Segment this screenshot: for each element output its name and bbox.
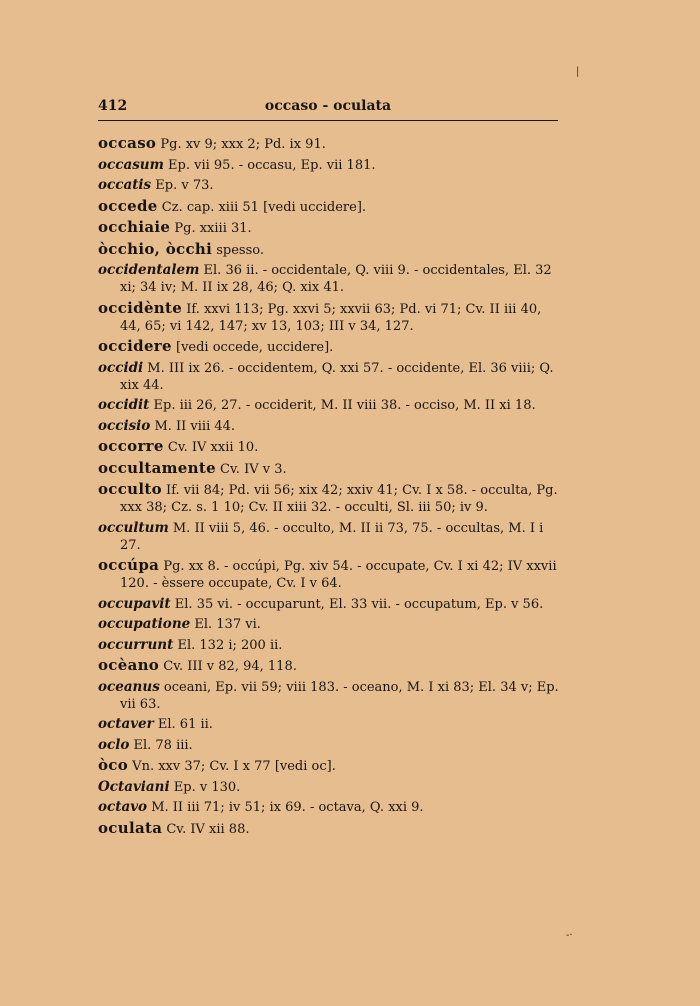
entry-headword: occidentalem bbox=[98, 262, 200, 278]
entry-headword: Octaviani bbox=[98, 778, 170, 795]
dictionary-entry bbox=[98, 737, 560, 754]
dictionary-entry bbox=[98, 616, 560, 633]
entry-references: Ep. vii 95. - occasu, Ep. vii 181. bbox=[163, 157, 376, 173]
entry-headword: octavo bbox=[98, 799, 148, 815]
page-header bbox=[98, 98, 558, 118]
entry-list bbox=[98, 135, 560, 841]
dictionary-entry bbox=[98, 438, 560, 456]
entry-references: Ep. v 73. bbox=[151, 178, 214, 193]
entry-headword: occede bbox=[98, 196, 158, 215]
dictionary-entry bbox=[98, 820, 560, 838]
entry-headword: occultamente bbox=[98, 458, 216, 477]
dictionary-entry bbox=[98, 679, 560, 713]
entry-references: El. 35 vi. - occuparunt, El. 33 vii. - occupatum, Ep. v 56. bbox=[170, 596, 544, 612]
dictionary-entry bbox=[98, 338, 560, 356]
dictionary-entry bbox=[98, 657, 560, 675]
dictionary-entry bbox=[98, 779, 560, 796]
entry-references: Cz. cap. xiii 51 [vedi uccidere]. bbox=[157, 199, 367, 215]
entry-headword: occultum bbox=[98, 519, 169, 536]
entry-references: [vedi occede, uccidere]. bbox=[171, 340, 334, 355]
entry-headword: ocèano bbox=[98, 656, 160, 674]
entry-headword: occurrunt bbox=[98, 636, 174, 653]
entry-headword: occorre bbox=[98, 437, 164, 455]
entry-references: Pg. xxiii 31. bbox=[170, 221, 252, 236]
dictionary-entry bbox=[98, 219, 560, 237]
entry-references: Ep. v 130. bbox=[169, 779, 241, 795]
dictionary-entry bbox=[98, 177, 560, 194]
dictionary-entry bbox=[98, 241, 560, 259]
entry-references: Vn. xxv 37; Cv. I x 77 [vedi oc]. bbox=[128, 759, 336, 774]
entry-headword: oceanus bbox=[98, 678, 160, 695]
entry-references: M. III ix 26. - occidentem, Q. xxi 57. - occidente, El. 36 viii; Q. xix 44. bbox=[120, 360, 554, 393]
dictionary-entry bbox=[98, 520, 560, 554]
entry-references: M. II iii 71; iv 51; ix 69. - octava, Q. xxi 9. bbox=[147, 800, 424, 815]
entry-references: M. II viii 5, 46. - occulto, M. II ii 73, 75. - occultas, M. I i 27. bbox=[120, 520, 544, 553]
dictionary-entry bbox=[98, 262, 560, 296]
dictionary-entry bbox=[98, 418, 560, 435]
entry-headword: occatis bbox=[98, 177, 152, 193]
entry-references: El. 61 ii. bbox=[153, 717, 213, 732]
dictionary-entry bbox=[98, 198, 560, 216]
entry-headword: oclo bbox=[98, 736, 130, 753]
dictionary-entry bbox=[98, 135, 560, 153]
entry-references: spesso. bbox=[212, 242, 265, 258]
entry-references: El. 78 iii. bbox=[129, 737, 193, 753]
entry-headword: occidènte bbox=[98, 298, 183, 317]
entry-references: Pg. xv 9; xxx 2; Pd. ix 91. bbox=[156, 137, 326, 152]
dictionary-entry bbox=[98, 557, 560, 592]
entry-references: M. II viii 44. bbox=[150, 418, 236, 434]
entry-references: Cv. III v 82, 94, 118. bbox=[159, 659, 297, 674]
dictionary-entry bbox=[98, 300, 560, 335]
entry-headword: occisio bbox=[98, 417, 151, 434]
entry-headword: òcchio, òcchi bbox=[98, 239, 213, 258]
dictionary-entry bbox=[98, 716, 560, 733]
entry-references: Cv. IV xii 88. bbox=[162, 821, 250, 837]
entry-references: If. xxvi 113; Pg. xxvi 5; xxvii 63; Pd. vi 71; Cv. II iii 40, 44, 65; vi 142, 147; xv 13, 103; III v 34, 127. bbox=[120, 301, 542, 334]
entry-headword: occasum bbox=[98, 156, 164, 173]
entry-references: El. 36 ii. - occidentale, Q. viii 9. - occidentales, El. 32 xi; 34 iv; M. II ix 28, 46; Q. xix 41. bbox=[120, 263, 552, 295]
entry-headword: occidi bbox=[98, 359, 144, 376]
header-rule bbox=[98, 120, 558, 121]
entry-references: Cv. IV xxii 10. bbox=[163, 440, 259, 455]
dictionary-entry bbox=[98, 481, 560, 516]
entry-headword: occidere bbox=[98, 337, 172, 355]
entry-references: If. vii 84; Pd. vii 56; xix 42; xxiv 41; Cv. I x 58. - occulta, Pg. xxx 38; Cz. s. 1 10; Cv. II xiii 32. - occulti, Sl. iii 50; iv 9. bbox=[120, 483, 558, 515]
margin-mark: | bbox=[576, 66, 580, 77]
margin-mark-bottom: -· bbox=[566, 930, 573, 941]
entry-headword: occidit bbox=[98, 397, 150, 413]
page-number: 412 bbox=[98, 98, 128, 114]
entry-headword: octaver bbox=[98, 716, 154, 732]
entry-headword: occulto bbox=[98, 480, 162, 498]
entry-references: oceani, Ep. vii 59; viii 183. - oceano, M. I xi 83; El. 34 v; Ep. vii 63. bbox=[120, 679, 559, 712]
running-title: occaso - oculata bbox=[264, 98, 392, 114]
entry-references: Cv. IV v 3. bbox=[215, 461, 287, 477]
entry-headword: occupavit bbox=[98, 595, 171, 612]
dictionary-entry bbox=[98, 460, 560, 478]
entry-headword: òco bbox=[98, 756, 129, 774]
entry-headword: oculata bbox=[98, 818, 163, 837]
entry-headword: occúpa bbox=[98, 556, 160, 574]
dictionary-entry bbox=[98, 757, 560, 775]
dictionary-entry bbox=[98, 157, 560, 174]
entry-headword: occhiaie bbox=[98, 218, 171, 236]
entry-references: Ep. iii 26, 27. - occiderit, M. II viii 38. - occiso, M. II xi 18. bbox=[149, 398, 536, 413]
dictionary-entry bbox=[98, 397, 560, 414]
dictionary-entry bbox=[98, 637, 560, 654]
entry-references: Pg. xx 8. - occúpi, Pg. xiv 54. - occupate, Cv. I xi 42; IV xxvii 120. - èssere occupate, Cv. I v 64. bbox=[120, 559, 557, 591]
dictionary-entry bbox=[98, 799, 560, 816]
dictionary-entry bbox=[98, 360, 560, 394]
entry-references: El. 132 i; 200 ii. bbox=[173, 637, 283, 653]
entry-references: El. 137 vi. bbox=[190, 617, 261, 632]
entry-headword: occaso bbox=[98, 134, 157, 152]
entry-headword: occupatione bbox=[98, 616, 191, 632]
dictionary-entry bbox=[98, 596, 560, 613]
